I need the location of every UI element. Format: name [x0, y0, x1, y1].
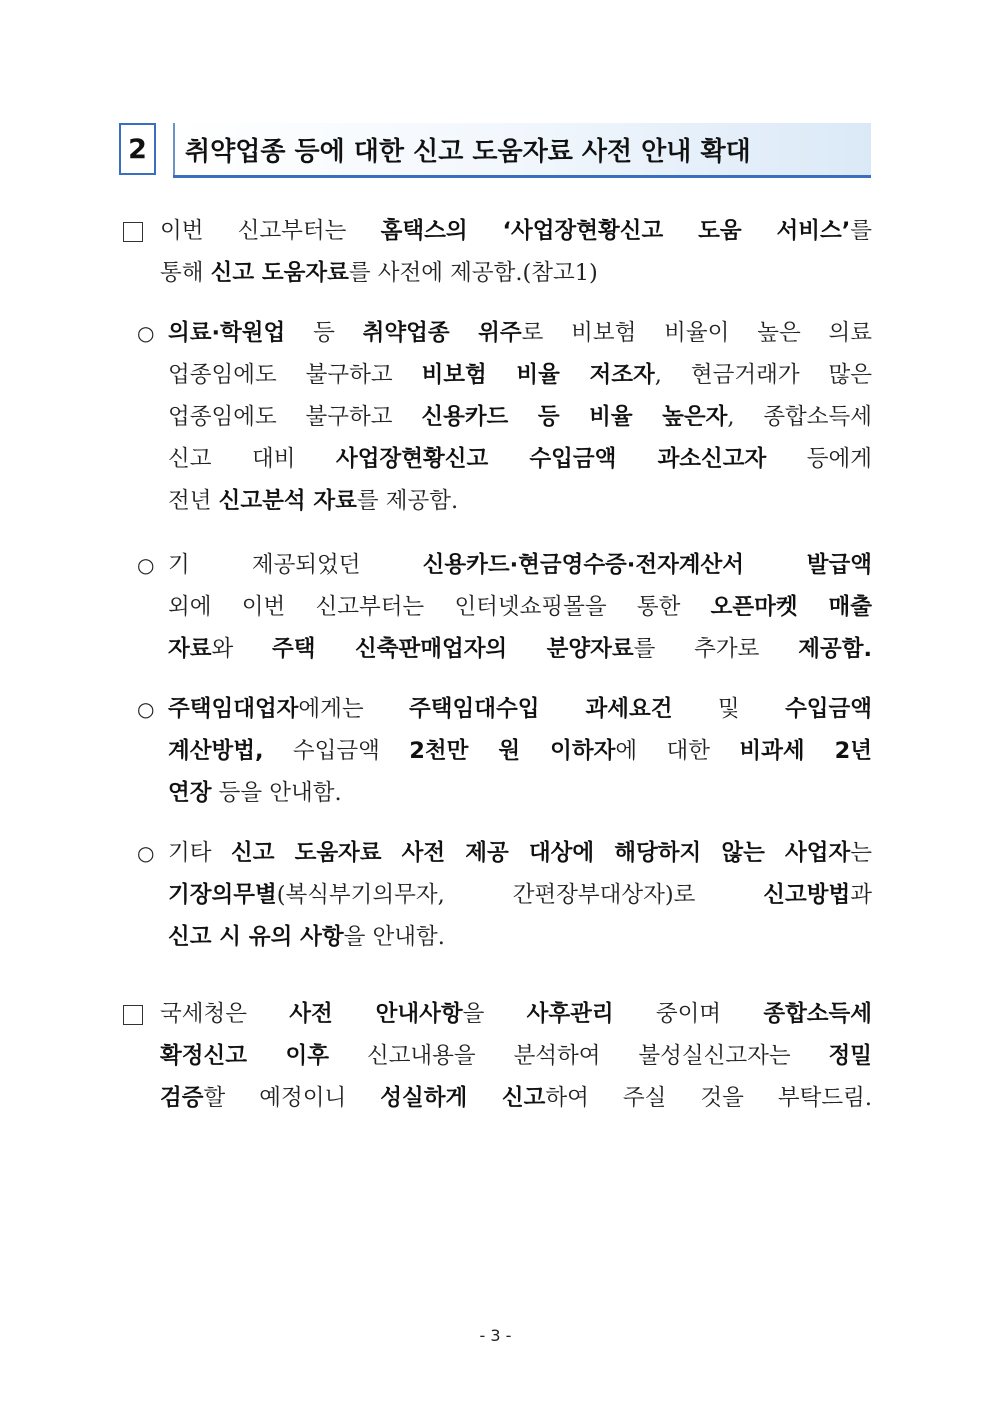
- bold-span: 종합소득세: [763, 1001, 873, 1027]
- bold-span: 신고 도움자료: [210, 260, 349, 286]
- text-span: , 종합소득세: [727, 404, 872, 430]
- bold-span: 신고 도움자료 사전 제공 대상에 해당하지 않는 사업자: [230, 840, 851, 866]
- text-span: 등에게: [766, 446, 872, 472]
- bold-span: 자료: [168, 636, 212, 662]
- paragraph-2: [160, 993, 872, 1119]
- text-span: 국세청은: [160, 1001, 290, 1027]
- paragraph-2-line-1: [160, 993, 872, 1035]
- bold-span: 주택임대수입 과세요건: [409, 696, 673, 722]
- circle-item-1-line-4: [168, 438, 872, 480]
- bold-span: 비보험 비율 저조자: [421, 362, 655, 388]
- bold-span: 사업장현황신고 수입금액 과소신고자: [336, 446, 767, 472]
- circle-bullet-icon: ○: [137, 841, 155, 865]
- text-span: 전년: [168, 488, 219, 514]
- circle-item-1-line-5: [168, 480, 872, 522]
- circle-item-1: [168, 312, 872, 522]
- circle-item-3-line-2: [168, 730, 872, 772]
- text-span: 등을 안내함.: [211, 780, 342, 806]
- text-span: 신고내용을 분석하여 불성실신고자는: [329, 1043, 829, 1069]
- bold-span: 확정신고 이후: [160, 1043, 330, 1069]
- bold-span: 기장의무별: [168, 882, 277, 908]
- text-span: (복식부기의무자, 간편장부대상자)로: [276, 882, 764, 908]
- text-span: 수입금액: [263, 738, 410, 764]
- text-span: 외에 이번 신고부터는 인터넷쇼핑몰을 통한: [168, 594, 711, 620]
- text-span: 을 안내함.: [343, 924, 445, 950]
- text-span: 등: [285, 320, 363, 346]
- bold-span: 주택 신축판매업자의 분양자료: [272, 636, 634, 662]
- text-span: 에 대한: [615, 738, 740, 764]
- text-span: 과: [850, 882, 872, 908]
- circle-bullet-icon: ○: [137, 321, 155, 345]
- section-number: 2: [119, 123, 156, 175]
- bold-span: 수입금액: [785, 696, 873, 722]
- paragraph-2-line-2: [160, 1035, 872, 1077]
- bold-span: 오픈마켓 매출: [710, 594, 872, 620]
- circle-item-1-line-1: [168, 312, 872, 354]
- text-span: 업종임에도 불구하고: [168, 404, 422, 430]
- circle-item-1-line-2: [168, 354, 872, 396]
- circle-item-2-line-3: [168, 628, 872, 670]
- circle-bullet-icon: ○: [137, 553, 155, 577]
- circle-item-4-line-1: [168, 832, 872, 874]
- text-span: 신고 대비: [168, 446, 337, 472]
- text-span: 를 사전에 제공함.(참고1): [348, 260, 598, 286]
- text-span: 를 추가로: [633, 636, 799, 662]
- section-title-underline: [173, 175, 871, 178]
- circle-item-3: [168, 688, 872, 814]
- circle-item-4-line-3: [168, 916, 872, 958]
- bold-span: 계산방법,: [168, 738, 264, 764]
- bold-span: 의료·학원업: [168, 320, 286, 346]
- circle-bullet-icon: ○: [137, 697, 155, 721]
- bold-span: 2천만 원 이하자: [409, 738, 616, 764]
- bold-span: 정밀: [828, 1043, 872, 1069]
- circle-item-1-line-3: [168, 396, 872, 438]
- text-span: 하여 주실 것을 부탁드림.: [545, 1085, 873, 1111]
- square-bullet-icon: [123, 222, 143, 242]
- text-span: 및: [672, 696, 786, 722]
- text-span: 는: [850, 840, 872, 866]
- text-span: 기타: [168, 840, 231, 866]
- circle-item-2-line-1: [168, 544, 872, 586]
- bold-span: 신고방법: [763, 882, 851, 908]
- circle-item-2: [168, 544, 872, 670]
- text-span: 로 비보험 비율이 높은 의료: [521, 320, 872, 346]
- text-span: 기 제공되었던: [168, 552, 423, 578]
- text-span: 와: [211, 636, 273, 662]
- bold-span: 검증: [160, 1085, 204, 1111]
- paragraph-1-cont: [160, 252, 720, 294]
- text-span: 통해: [160, 260, 211, 286]
- bold-span: 비과세 2년: [739, 738, 873, 764]
- section-header: [119, 123, 871, 178]
- bold-span: 신용카드 등 비율 높은자: [421, 404, 728, 430]
- paragraph-2-line-3: [160, 1077, 872, 1119]
- circle-item-3-line-3: [168, 772, 872, 814]
- bold-span: 제공함.: [798, 636, 872, 662]
- text-span: 을: [462, 1001, 527, 1027]
- bold-span: 연장: [168, 780, 212, 806]
- section-title: 취약업종 등에 대한 신고 도움자료 사전 안내 확대: [173, 123, 871, 175]
- bold-span: 주택임대업자: [168, 696, 299, 722]
- text-span: 에게는: [298, 696, 410, 722]
- bold-span: 사후관리: [526, 1001, 614, 1027]
- text-span: 할 예정이니: [203, 1085, 381, 1111]
- bold-span: 신고 시 유의 사항: [168, 924, 344, 950]
- bold-span: 신용카드·현금영수증·전자계산서 발급액: [422, 552, 872, 578]
- text-span: 중이며: [613, 1001, 764, 1027]
- bold-span: 사전 안내사항: [289, 1001, 463, 1027]
- text-span: 를: [850, 218, 872, 244]
- text-span: , 현금거래가 많은: [654, 362, 872, 388]
- text-span: 업종임에도 불구하고: [168, 362, 422, 388]
- page-number: - 3 -: [479, 1326, 512, 1345]
- bold-span: 신고분석 자료: [218, 488, 357, 514]
- bold-span: 홈택스의 ‘사업장현황신고 도움 서비스’: [380, 218, 851, 244]
- circle-item-4-line-2: [168, 874, 872, 916]
- text-span: 를 제공함.: [356, 488, 459, 514]
- bold-span: 성실하게 신고: [380, 1085, 546, 1111]
- paragraph-1-line-1: [160, 210, 872, 252]
- paragraph-1-line-2: [160, 252, 720, 294]
- square-bullet-icon: [123, 1005, 143, 1025]
- circle-item-2-line-2: [168, 586, 872, 628]
- bold-span: 취약업종 위주: [362, 320, 522, 346]
- circle-item-3-line-1: [168, 688, 872, 730]
- circle-item-4: [168, 832, 872, 958]
- text-span: 이번 신고부터는: [160, 218, 381, 244]
- paragraph-1: [160, 210, 872, 252]
